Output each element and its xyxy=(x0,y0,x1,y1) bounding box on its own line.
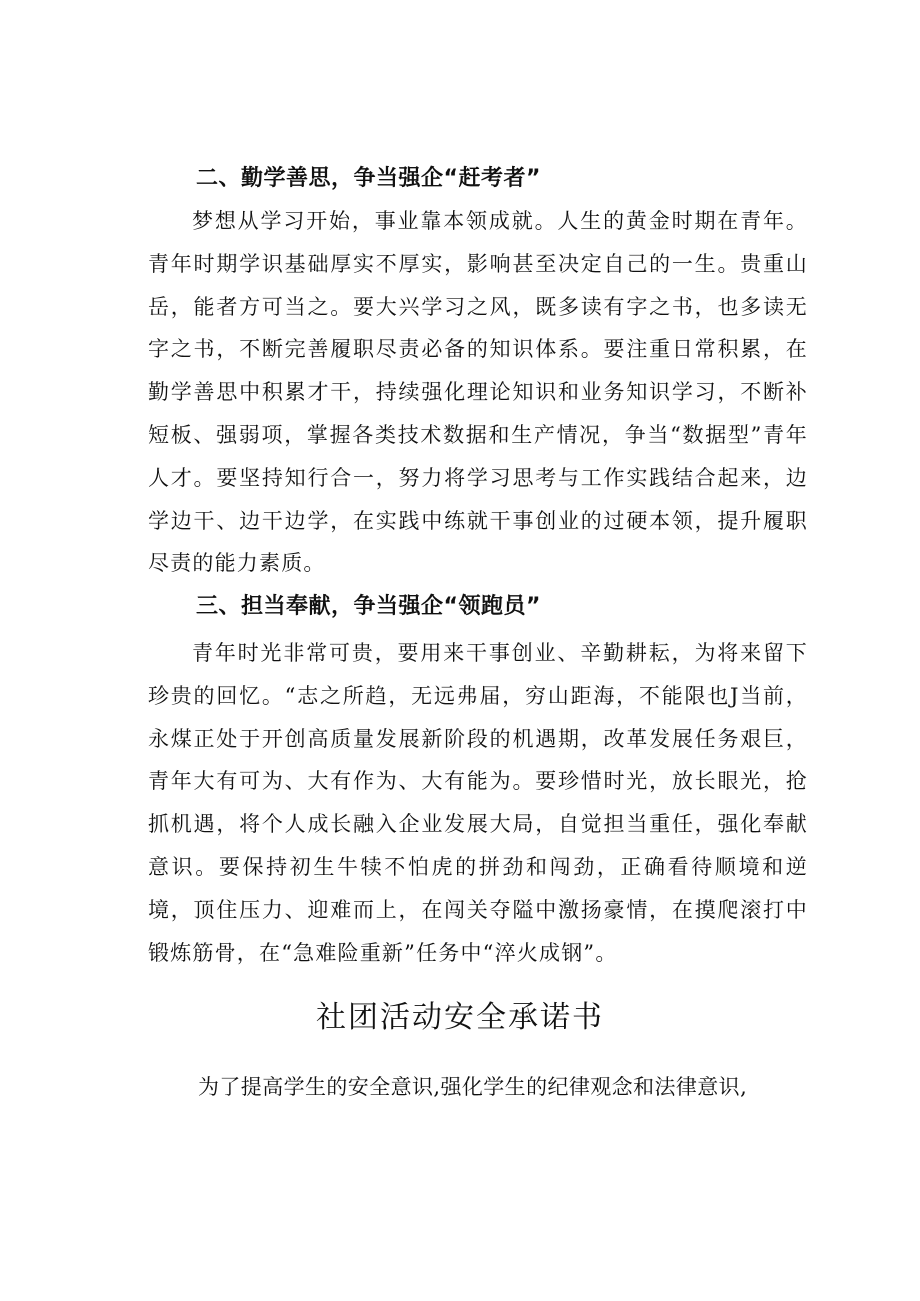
section-two-heading: 二、勤学善思，争当强企“赶考者” xyxy=(196,166,541,191)
section-three-heading: 三、担当奉献，争当强企“领跑员” xyxy=(196,594,541,619)
section-two-paragraph: 梦想从学习开始，事业靠本领成就。人生的黄金时期在青年。青年时期学识基础厚实不厚实，影响甚至决定自己的一生。贵重山岳，能者方可当之。要大兴学习之风，既多读有字之书，也多读无字之书，不断完善履职尽责必备的知识体系。要注重日常积累，在勤学善思中积累才干，持续强化理论知识和业务知识学习，不断补短板、强弱项，掌握各类技术数据和生产情况，争当“数据型”青年人才。要坚持知行合一，努力将学习思考与工作实践结合起来，边学边干、边干边学，在实践中练就干事创业的过硬本领，提升履职尽责的能力素质。 xyxy=(148,209,808,576)
intro-paragraph: 为了提高学生的安全意识,强化学生的纪律观念和法律意识, xyxy=(198,1075,748,1099)
section-three-paragraph: 青年时光非常可贵，要用来干事创业、辛勤耕耘，为将来留下珍贵的回忆。“志之所趋，无远弗届，穷山距海，不能限也J当前，永煤正处于开创高质量发展新阶段的机遇期，改革发展任务艰巨，青年大有可为、大有作为、大有能为。要珍惜时光，放长眼光，抢抓机遇，将个人成长融入企业发展大局，自觉担当重任，强化奉献意识。要保持初生牛犊不怕虎的拼劲和闯劲，正确看待顺境和逆境，顶住压力、迎难而上，在闯关夺隘中激扬豪情，在摸爬滚打中锻炼筋骨，在“急难险重新”任务中“淬火成钢”。 xyxy=(148,641,808,965)
document-title: 社团活动安全承诺书 xyxy=(316,1000,604,1036)
